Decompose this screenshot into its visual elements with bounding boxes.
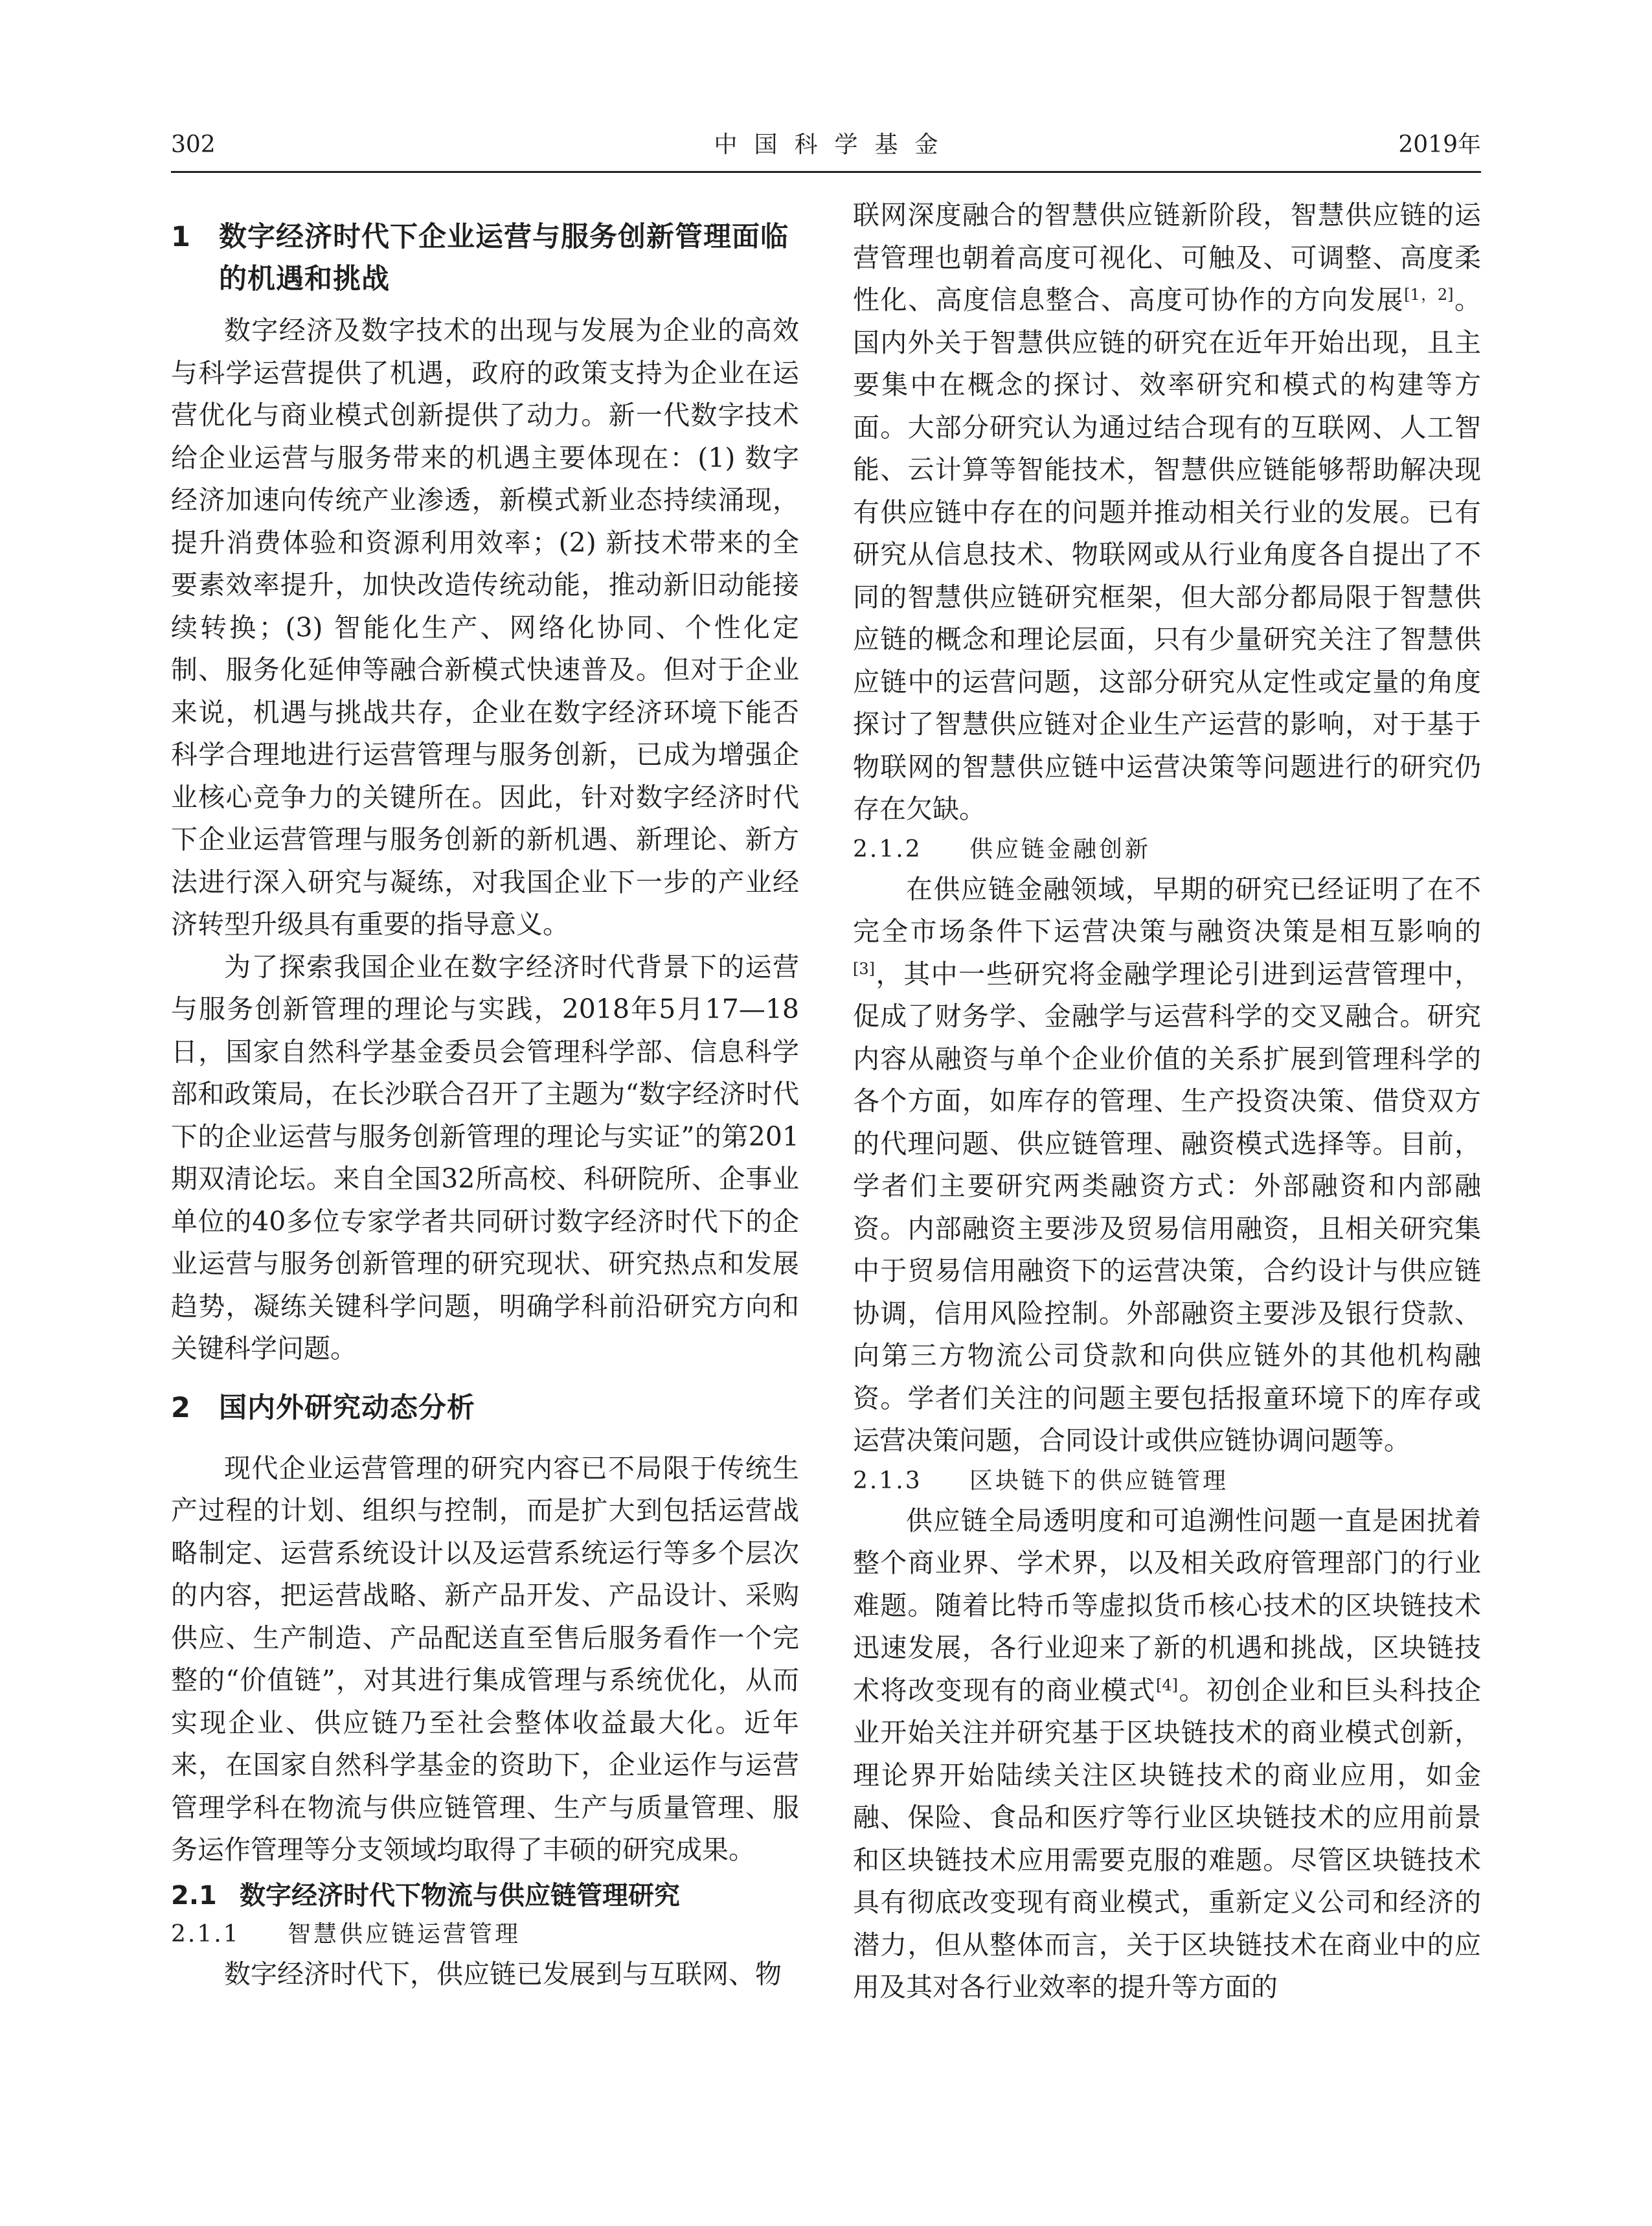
subsection-number: 2.1 (171, 1880, 217, 1911)
subsection-2-1-1-paragraph-start: 数字经济时代下，供应链已发展到与互联网、物 (224, 1958, 782, 1990)
subsection-2-1-3-paragraph (853, 1500, 1481, 2009)
subsection-2-1-1-heading (171, 1916, 799, 1953)
subsection-2-1-heading (171, 1876, 799, 1916)
citation: [4] (1156, 1675, 1178, 1694)
paragraph-text: 联网深度融合的智慧供应链新阶段，智慧供应链的运营管理也朝着高度可视化、可触及、可调整、高度柔性化、高度信息整合、高度可协作的方向发展 (853, 199, 1481, 315)
section-1-paragraph-1: 数字经济及数字技术的出现与发展为企业的高效与科学运营提供了机遇，政府的政策支持为企业在运营优化与商业模式创新提供了动力。新一代数字技术给企业运营与服务带来的机遇主要体现在：(1) 数字经济加速向传统产业渗透，新模式新业态持续涌现，提升消费体验和资源利用效率；(2) 新技术带来的全要素效率提升，加快改造传统动能，推动新旧动能接续转换；(3) 智能化生产、网络化协同、个性化定制、服务化延伸等融合新模式快速普及。但对于企业来说，机遇与挑战共存，企业在数字经济环境下能否科学合理地进行运营管理与服务创新，已成为增强企业核心竞争力的关键所在。因此，针对数字经济时代下企业运营管理与服务创新的新机遇、新理论、新方法进行深入研究与凝练，对我国企业下一步的产业经济转型升级具有重要的指导意义。 (171, 315, 799, 940)
subsection-title: 智慧供应链运营管理 (288, 1920, 521, 1948)
section-title: 数字经济时代下企业运营与服务创新管理面临的机遇和挑战 (219, 221, 789, 295)
citation: [1，2] (1404, 286, 1454, 304)
publication-year: 2019年 (1398, 131, 1481, 158)
paragraph-text: 在供应链金融领域，早期的研究已经证明了在不完全市场条件下运营决策与融资决策是相互影响的 (853, 873, 1481, 947)
paragraph-text: ，其中一些研究将金融学理论引进到运营管理中，促成了财务学、金融学与运营科学的交叉融合。研究内容从融资与单个企业价值的关系扩展到管理科学的各个方面，如库存的管理、生产投资决策、借贷双方的代理问题、供应链管理、融资模式选择等。目前，学者们主要研究两类融资方式：外部融资和内部融资。内部融资主要涉及贸易信用融资，且相关研究集中于贸易信用融资下的运营决策，合约设计与供应链协调，信用风险控制。外部融资主要涉及银行贷款、向第三方物流公司贷款和向供应链外的其他机构融资。学者们关注的问题主要包括报童环境下的库存或运营决策问题，合同设计或供应链协调问题等。 (853, 958, 1481, 1456)
page-header (171, 120, 1481, 166)
journal-name: 中国科学基金 (714, 131, 955, 158)
subsection-title: 供应链金融创新 (969, 835, 1151, 863)
section-2-heading (171, 1387, 799, 1429)
paragraph-text: 供应链全局透明度和可追溯性问题一直是困扰着整个商业界、学术界，以及相关政府管理部门的行业难题。随着比特币等虚拟货币核心技术的区块链技术迅速发展，各行业迎来了新的机遇和挑战，区块链技术将改变现有的商业模式 (853, 1505, 1481, 1706)
section-1-heading (171, 216, 799, 301)
section-number: 2 (171, 1391, 190, 1424)
paragraph-text: 。国内外关于智慧供应链的研究在近年开始出现，且主要集中在概念的探讨、效率研究和模式的构建等方面。大部分研究认为通过结合现有的互联网、人工智能、云计算等智能技术，智慧供应链能够帮助解决现有供应链中存在的问题并推动相关行业的发展。已有研究从信息技术、物联网或从行业角度各自提出了不同的智慧供应链研究框架，但大部分都局限于智慧供应链的概念和理论层面，只有少量研究关注了智慧供应链中的运营问题，这部分研究从定性或定量的角度探讨了智慧供应链对企业生产运营的影响，对于基于物联网的智慧供应链中运营决策等问题进行的研究仍存在欠缺。 (853, 284, 1482, 824)
citation: [3] (853, 959, 875, 978)
header-rule (171, 171, 1481, 173)
subsection-2-1-1-paragraph-cont (853, 194, 1481, 831)
left-column (171, 194, 799, 1995)
subsection-2-1-2-paragraph (853, 869, 1481, 1462)
page-number: 302 (171, 131, 216, 158)
subsection-2-1-2-heading (853, 831, 1481, 869)
subsection-number: 2.1.1 (171, 1920, 240, 1948)
right-column (853, 194, 1481, 2009)
section-1-paragraph-2: 为了探索我国企业在数字经济时代背景下的运营与服务创新管理的理论与实践，2018年5月17—18日，国家自然科学基金委员会管理科学部、信息科学部和政策局，在长沙联合召开了主题为“数字经济时代下的企业运营与服务创新管理的理论与实证”的第201期双清论坛。来自全国32所高校、科研院所、企事业单位的40多位专家学者共同研讨数字经济时代下的企业运营与服务创新管理的研究现状、研究热点和发展趋势，凝练关键科学问题，明确学科前沿研究方向和关键科学问题。 (171, 951, 799, 1364)
subsection-2-1-3-heading (853, 1462, 1481, 1500)
subsection-number: 2.1.3 (853, 1467, 922, 1494)
paragraph-text: 。初创企业和巨头科技企业开始关注并研究基于区块链技术的商业模式创新，理论界开始陆续关注区块链技术的商业应用，如金融、保险、食品和医疗等行业区块链技术的应用前景和区块链技术应用需要克服的难题。尽管区块链技术具有彻底改变现有商业模式，重新定义公司和经济的潜力，但从整体而言，关于区块链技术在商业中的应用及其对各行业效率的提升等方面的 (853, 1674, 1481, 2003)
subsection-title: 数字经济时代下物流与供应链管理研究 (240, 1880, 680, 1911)
section-title: 国内外研究动态分析 (219, 1391, 475, 1424)
subsection-number: 2.1.2 (853, 835, 922, 863)
section-2-paragraph-1: 现代企业运营管理的研究内容已不局限于传统生产过程的计划、组织与控制，而是扩大到包括运营战略制定、运营系统设计以及运营系统运行等多个层次的内容，把运营战略、新产品开发、产品设计、采购供应、生产制造、产品配送直至售后服务看作一个完整的“价值链”，对其进行集成管理与系统优化，从而实现企业、供应链乃至社会整体收益最大化。近年来，在国家自然科学基金的资助下，企业运作与运营管理学科在物流与供应链管理、生产与质量管理、服务运作管理等分支领域均取得了丰硕的研究成果。 (171, 1452, 799, 1865)
subsection-title: 区块链下的供应链管理 (969, 1467, 1229, 1494)
section-number: 1 (171, 221, 190, 253)
